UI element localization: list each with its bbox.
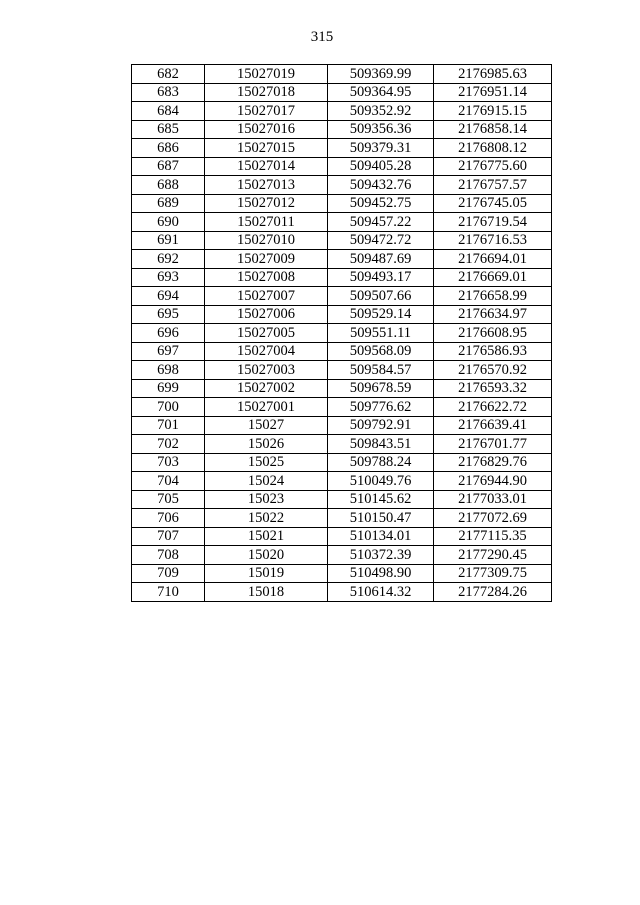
- table-row: [132, 342, 552, 361]
- table-row: [132, 194, 552, 213]
- point-id-cell: 15027014: [205, 157, 328, 176]
- coordinates-table-body: [132, 65, 552, 602]
- y-coordinate-cell: 2176658.99: [434, 287, 552, 306]
- x-coordinate-cell: 510150.47: [328, 509, 434, 528]
- table-row: [132, 453, 552, 472]
- row-index-cell: 690: [132, 213, 205, 232]
- y-coordinate-cell: 2176951.14: [434, 83, 552, 102]
- point-id-cell: 15027007: [205, 287, 328, 306]
- point-id-cell: 15025: [205, 453, 328, 472]
- table-row: [132, 102, 552, 121]
- point-id-cell: 15027002: [205, 379, 328, 398]
- row-index-cell: 693: [132, 268, 205, 287]
- point-id-cell: 15022: [205, 509, 328, 528]
- coordinates-table: [131, 64, 552, 602]
- x-coordinate-cell: 509379.31: [328, 139, 434, 158]
- point-id-cell: 15027001: [205, 398, 328, 417]
- y-coordinate-cell: 2176608.95: [434, 324, 552, 343]
- table-row: [132, 472, 552, 491]
- y-coordinate-cell: 2176745.05: [434, 194, 552, 213]
- row-index-cell: 683: [132, 83, 205, 102]
- point-id-cell: 15027008: [205, 268, 328, 287]
- x-coordinate-cell: 509678.59: [328, 379, 434, 398]
- point-id-cell: 15019: [205, 564, 328, 583]
- table-row: [132, 583, 552, 602]
- table-row: [132, 527, 552, 546]
- point-id-cell: 15027006: [205, 305, 328, 324]
- y-coordinate-cell: 2176639.41: [434, 416, 552, 435]
- row-index-cell: 707: [132, 527, 205, 546]
- row-index-cell: 702: [132, 435, 205, 454]
- x-coordinate-cell: 509472.72: [328, 231, 434, 250]
- x-coordinate-cell: 510498.90: [328, 564, 434, 583]
- x-coordinate-cell: 509507.66: [328, 287, 434, 306]
- point-id-cell: 15027017: [205, 102, 328, 121]
- point-id-cell: 15027019: [205, 65, 328, 84]
- point-id-cell: 15027018: [205, 83, 328, 102]
- row-index-cell: 688: [132, 176, 205, 195]
- point-id-cell: 15026: [205, 435, 328, 454]
- row-index-cell: 699: [132, 379, 205, 398]
- y-coordinate-cell: 2176757.57: [434, 176, 552, 195]
- row-index-cell: 709: [132, 564, 205, 583]
- point-id-cell: 15027015: [205, 139, 328, 158]
- table-row: [132, 564, 552, 583]
- row-index-cell: 696: [132, 324, 205, 343]
- y-coordinate-cell: 2176775.60: [434, 157, 552, 176]
- row-index-cell: 710: [132, 583, 205, 602]
- y-coordinate-cell: 2176694.01: [434, 250, 552, 269]
- point-id-cell: 15027010: [205, 231, 328, 250]
- row-index-cell: 697: [132, 342, 205, 361]
- y-coordinate-cell: 2176915.15: [434, 102, 552, 121]
- row-index-cell: 682: [132, 65, 205, 84]
- y-coordinate-cell: 2177115.35: [434, 527, 552, 546]
- y-coordinate-cell: 2177284.26: [434, 583, 552, 602]
- table-row: [132, 490, 552, 509]
- row-index-cell: 695: [132, 305, 205, 324]
- x-coordinate-cell: 509493.17: [328, 268, 434, 287]
- x-coordinate-cell: 510049.76: [328, 472, 434, 491]
- row-index-cell: 703: [132, 453, 205, 472]
- row-index-cell: 686: [132, 139, 205, 158]
- row-index-cell: 698: [132, 361, 205, 380]
- table-row: [132, 250, 552, 269]
- x-coordinate-cell: 509369.99: [328, 65, 434, 84]
- x-coordinate-cell: 509529.14: [328, 305, 434, 324]
- x-coordinate-cell: 509364.95: [328, 83, 434, 102]
- y-coordinate-cell: 2176622.72: [434, 398, 552, 417]
- x-coordinate-cell: 510372.39: [328, 546, 434, 565]
- point-id-cell: 15021: [205, 527, 328, 546]
- point-id-cell: 15027004: [205, 342, 328, 361]
- point-id-cell: 15027011: [205, 213, 328, 232]
- y-coordinate-cell: 2176570.92: [434, 361, 552, 380]
- table-row: [132, 65, 552, 84]
- y-coordinate-cell: 2176701.77: [434, 435, 552, 454]
- table-row: [132, 287, 552, 306]
- row-index-cell: 708: [132, 546, 205, 565]
- y-coordinate-cell: 2176808.12: [434, 139, 552, 158]
- y-coordinate-cell: 2176944.90: [434, 472, 552, 491]
- table-row: [132, 83, 552, 102]
- row-index-cell: 687: [132, 157, 205, 176]
- y-coordinate-cell: 2176985.63: [434, 65, 552, 84]
- page-number: 315: [310, 29, 334, 45]
- x-coordinate-cell: 509776.62: [328, 398, 434, 417]
- table-row: [132, 361, 552, 380]
- row-index-cell: 684: [132, 102, 205, 121]
- row-index-cell: 691: [132, 231, 205, 250]
- x-coordinate-cell: 509568.09: [328, 342, 434, 361]
- point-id-cell: 15027005: [205, 324, 328, 343]
- row-index-cell: 694: [132, 287, 205, 306]
- row-index-cell: 706: [132, 509, 205, 528]
- row-index-cell: 701: [132, 416, 205, 435]
- table-row: [132, 546, 552, 565]
- point-id-cell: 15027: [205, 416, 328, 435]
- x-coordinate-cell: 509584.57: [328, 361, 434, 380]
- y-coordinate-cell: 2177290.45: [434, 546, 552, 565]
- y-coordinate-cell: 2176593.32: [434, 379, 552, 398]
- row-index-cell: 704: [132, 472, 205, 491]
- row-index-cell: 705: [132, 490, 205, 509]
- table-row: [132, 120, 552, 139]
- point-id-cell: 15018: [205, 583, 328, 602]
- row-index-cell: 685: [132, 120, 205, 139]
- point-id-cell: 15020: [205, 546, 328, 565]
- table-row: [132, 268, 552, 287]
- x-coordinate-cell: 509792.91: [328, 416, 434, 435]
- point-id-cell: 15027003: [205, 361, 328, 380]
- y-coordinate-cell: 2176829.76: [434, 453, 552, 472]
- x-coordinate-cell: 509788.24: [328, 453, 434, 472]
- table-row: [132, 509, 552, 528]
- y-coordinate-cell: 2176669.01: [434, 268, 552, 287]
- x-coordinate-cell: 509843.51: [328, 435, 434, 454]
- y-coordinate-cell: 2176858.14: [434, 120, 552, 139]
- x-coordinate-cell: 509551.11: [328, 324, 434, 343]
- point-id-cell: 15027016: [205, 120, 328, 139]
- y-coordinate-cell: 2177033.01: [434, 490, 552, 509]
- point-id-cell: 15027012: [205, 194, 328, 213]
- x-coordinate-cell: 509457.22: [328, 213, 434, 232]
- table-row: [132, 398, 552, 417]
- table-row: [132, 231, 552, 250]
- x-coordinate-cell: 510145.62: [328, 490, 434, 509]
- y-coordinate-cell: 2176634.97: [434, 305, 552, 324]
- row-index-cell: 692: [132, 250, 205, 269]
- table-row: [132, 213, 552, 232]
- x-coordinate-cell: 510614.32: [328, 583, 434, 602]
- y-coordinate-cell: 2176719.54: [434, 213, 552, 232]
- point-id-cell: 15027013: [205, 176, 328, 195]
- x-coordinate-cell: 509487.69: [328, 250, 434, 269]
- table-row: [132, 324, 552, 343]
- y-coordinate-cell: 2176716.53: [434, 231, 552, 250]
- point-id-cell: 15024: [205, 472, 328, 491]
- x-coordinate-cell: 510134.01: [328, 527, 434, 546]
- table-row: [132, 157, 552, 176]
- x-coordinate-cell: 509356.36: [328, 120, 434, 139]
- table-row: [132, 139, 552, 158]
- x-coordinate-cell: 509432.76: [328, 176, 434, 195]
- row-index-cell: 689: [132, 194, 205, 213]
- y-coordinate-cell: 2177309.75: [434, 564, 552, 583]
- x-coordinate-cell: 509452.75: [328, 194, 434, 213]
- row-index-cell: 700: [132, 398, 205, 417]
- point-id-cell: 15027009: [205, 250, 328, 269]
- y-coordinate-cell: 2177072.69: [434, 509, 552, 528]
- x-coordinate-cell: 509405.28: [328, 157, 434, 176]
- table-row: [132, 176, 552, 195]
- point-id-cell: 15023: [205, 490, 328, 509]
- table-row: [132, 435, 552, 454]
- table-row: [132, 416, 552, 435]
- table-row: [132, 379, 552, 398]
- table-row: [132, 305, 552, 324]
- x-coordinate-cell: 509352.92: [328, 102, 434, 121]
- y-coordinate-cell: 2176586.93: [434, 342, 552, 361]
